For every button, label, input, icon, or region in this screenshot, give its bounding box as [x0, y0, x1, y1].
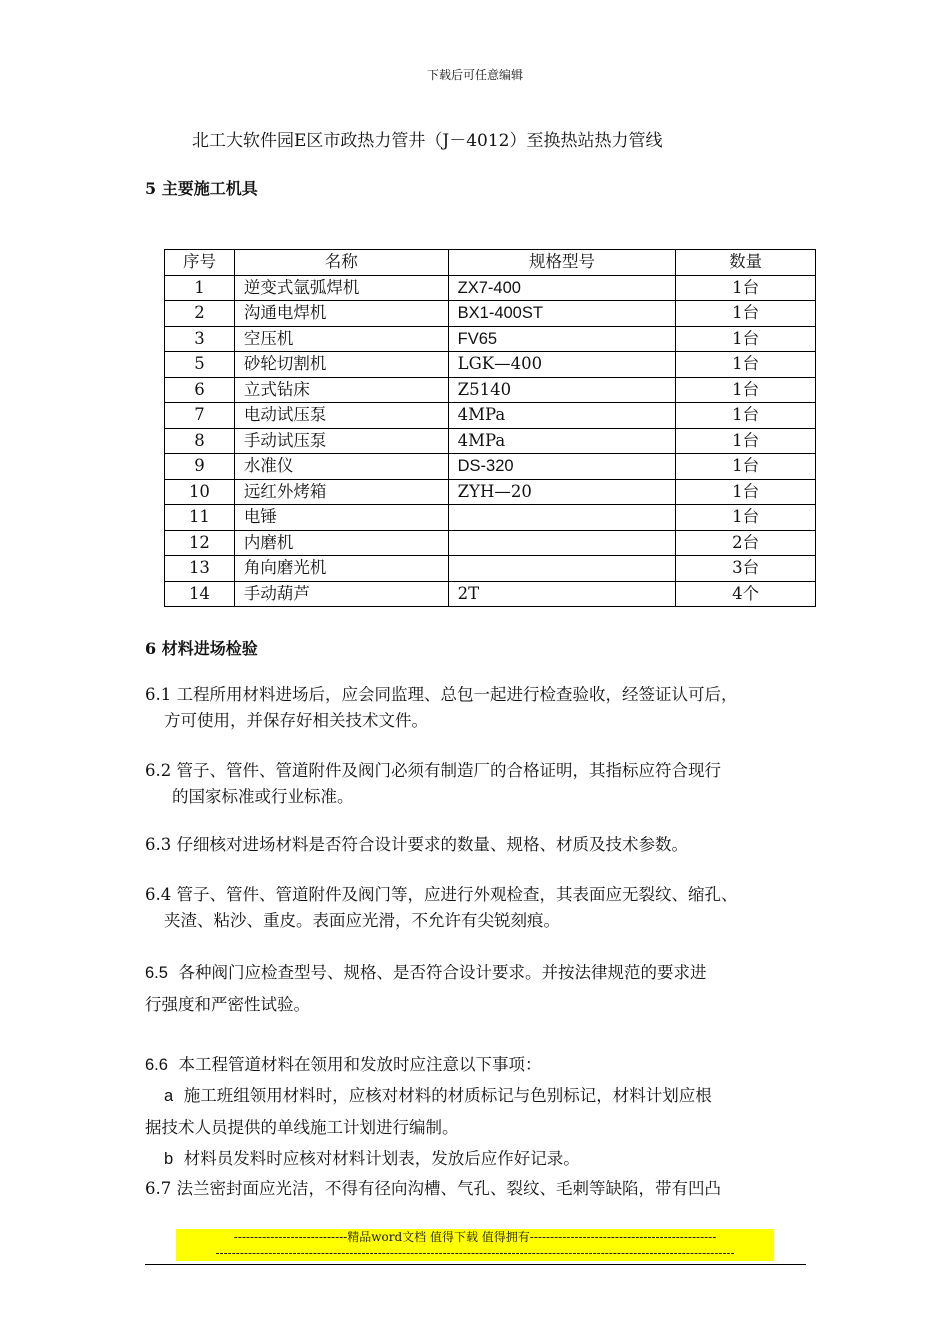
para-6-5-text: 各种阀门应检查型号、规格、是否符合设计要求。并按法律规范的要求进 [178, 963, 707, 982]
cell-qty: 1台 [676, 377, 816, 403]
cell-model: ZX7-400 [448, 275, 676, 301]
cell-name: 角向磨光机 [234, 556, 448, 582]
cell-qty: 1台 [676, 505, 816, 531]
para-6-6b-line1 [164, 1146, 580, 1172]
cell-name: 空压机 [234, 326, 448, 352]
cell-qty: 1台 [676, 326, 816, 352]
cell-model: DS-320 [448, 454, 676, 480]
para-6-6-text: 本工程管道材料在领用和发放时应注意以下事项： [178, 1055, 542, 1074]
para-6-6a-line2: 据技术人员提供的单线施工计划进行编制。 [145, 1118, 459, 1137]
header-model: 规格型号 [448, 250, 676, 276]
table-row [165, 581, 816, 607]
table-row [165, 556, 816, 582]
header-seq: 序号 [165, 250, 235, 276]
table-row [165, 326, 816, 352]
cell-seq: 6 [165, 377, 235, 403]
cell-seq: 8 [165, 428, 235, 454]
cell-name: 砂轮切割机 [234, 352, 448, 378]
cell-seq: 10 [165, 479, 235, 505]
cell-model: LGK—400 [448, 352, 676, 378]
para-6-1-line1: 6.1 工程所用材料进场后，应会同监理、总包一起进行检查验收，经签证认可后， [145, 685, 738, 704]
table-row [165, 275, 816, 301]
cell-name: 沟通电焊机 [234, 301, 448, 327]
cell-qty: 1台 [676, 275, 816, 301]
section-6-heading: 6 材料进场检验 [145, 639, 258, 658]
para-6-4-line1: 6.4 管子、管件、管道附件及阀门等，应进行外观检查，其表面应无裂纹、缩孔、 [145, 885, 738, 904]
cell-seq: 1 [165, 275, 235, 301]
para-6-1-line2: 方可使用，并保存好相关技术文件。 [164, 711, 428, 730]
cell-name: 远红外烤箱 [234, 479, 448, 505]
cell-qty: 4个 [676, 581, 816, 607]
footer-rule [145, 1264, 806, 1265]
header-name: 名称 [234, 250, 448, 276]
equipment-table [164, 249, 816, 607]
cell-seq: 13 [165, 556, 235, 582]
cell-qty: 1台 [676, 352, 816, 378]
footer-banner-line1: ----------------------------精品word文档 值得下载 值得拥有---------------------------------------------- [176, 1229, 774, 1245]
cell-qty: 1台 [676, 428, 816, 454]
table-row [165, 479, 816, 505]
cell-name: 电锤 [234, 505, 448, 531]
cell-qty: 1台 [676, 403, 816, 429]
para-6-6-number: 6.6 [145, 1056, 168, 1074]
table-row [165, 505, 816, 531]
item-a-text: 施工班组领用材料时，应核对材料的材质标记与色别标记，材料计划应根 [183, 1086, 712, 1105]
cell-qty: 1台 [676, 301, 816, 327]
footer-banner-line2: -------------------------------------------------------------------------------------------------------------------------------- [176, 1245, 774, 1261]
para-6-4-line2: 夹渣、粘沙、重皮。表面应光滑，不允许有尖锐刻痕。 [164, 911, 560, 930]
section-5-heading: 5 主要施工机具 [145, 179, 258, 198]
cell-model [448, 556, 676, 582]
document-title: 北工大软件园E区市政热力管井（J－4012）至换热站热力管线 [192, 131, 663, 151]
para-6-7: 6.7 法兰密封面应光洁，不得有径向沟槽、气孔、裂纹、毛刺等缺陷，带有凹凸 [145, 1179, 721, 1198]
table-row [165, 352, 816, 378]
table-row [165, 377, 816, 403]
cell-qty: 1台 [676, 479, 816, 505]
header-qty: 数量 [676, 250, 816, 276]
cell-seq: 9 [165, 454, 235, 480]
para-6-5-line1 [145, 960, 706, 986]
para-6-6-line1 [145, 1052, 541, 1078]
para-6-5-number: 6.5 [145, 964, 168, 982]
cell-model: BX1-400ST [448, 301, 676, 327]
para-6-2-line1: 6.2 管子、管件、管道附件及阀门必须有制造厂的合格证明，其指标应符合现行 [145, 761, 721, 780]
cell-model [448, 530, 676, 556]
cell-name: 内磨机 [234, 530, 448, 556]
cell-model: 2T [448, 581, 676, 607]
cell-name: 手动试压泵 [234, 428, 448, 454]
para-6-3: 6.3 仔细核对进场材料是否符合设计要求的数量、规格、材质及技术参数。 [145, 835, 688, 854]
table-header-row [165, 250, 816, 276]
cell-name: 立式钻床 [234, 377, 448, 403]
cell-seq: 2 [165, 301, 235, 327]
cell-seq: 5 [165, 352, 235, 378]
cell-name: 水准仪 [234, 454, 448, 480]
cell-name: 电动试压泵 [234, 403, 448, 429]
item-b-marker: b [164, 1150, 174, 1168]
table-row [165, 301, 816, 327]
para-6-2-line2: 的国家标准或行业标准。 [172, 787, 354, 806]
cell-seq: 7 [165, 403, 235, 429]
table-row [165, 454, 816, 480]
cell-model: Z5140 [448, 377, 676, 403]
cell-name: 逆变式氩弧焊机 [234, 275, 448, 301]
item-b-text: 材料员发料时应核对材料计划表，发放后应作好记录。 [183, 1149, 580, 1168]
cell-model: 4MPa [448, 403, 676, 429]
table-row [165, 530, 816, 556]
cell-name: 手动葫芦 [234, 581, 448, 607]
para-6-5-line2: 行强度和严密性试验。 [145, 995, 310, 1014]
para-6-6a-line1 [164, 1083, 712, 1109]
cell-qty: 3台 [676, 556, 816, 582]
cell-seq: 3 [165, 326, 235, 352]
item-a-marker: a [164, 1087, 174, 1105]
table-row [165, 403, 816, 429]
cell-qty: 1台 [676, 454, 816, 480]
cell-seq: 14 [165, 581, 235, 607]
cell-seq: 11 [165, 505, 235, 531]
cell-model: FV65 [448, 326, 676, 352]
table-row [165, 428, 816, 454]
cell-model [448, 505, 676, 531]
cell-qty: 2台 [676, 530, 816, 556]
cell-model: 4MPa [448, 428, 676, 454]
cell-seq: 12 [165, 530, 235, 556]
header-note: 下载后可任意编辑 [426, 68, 523, 82]
cell-model: ZYH—20 [448, 479, 676, 505]
